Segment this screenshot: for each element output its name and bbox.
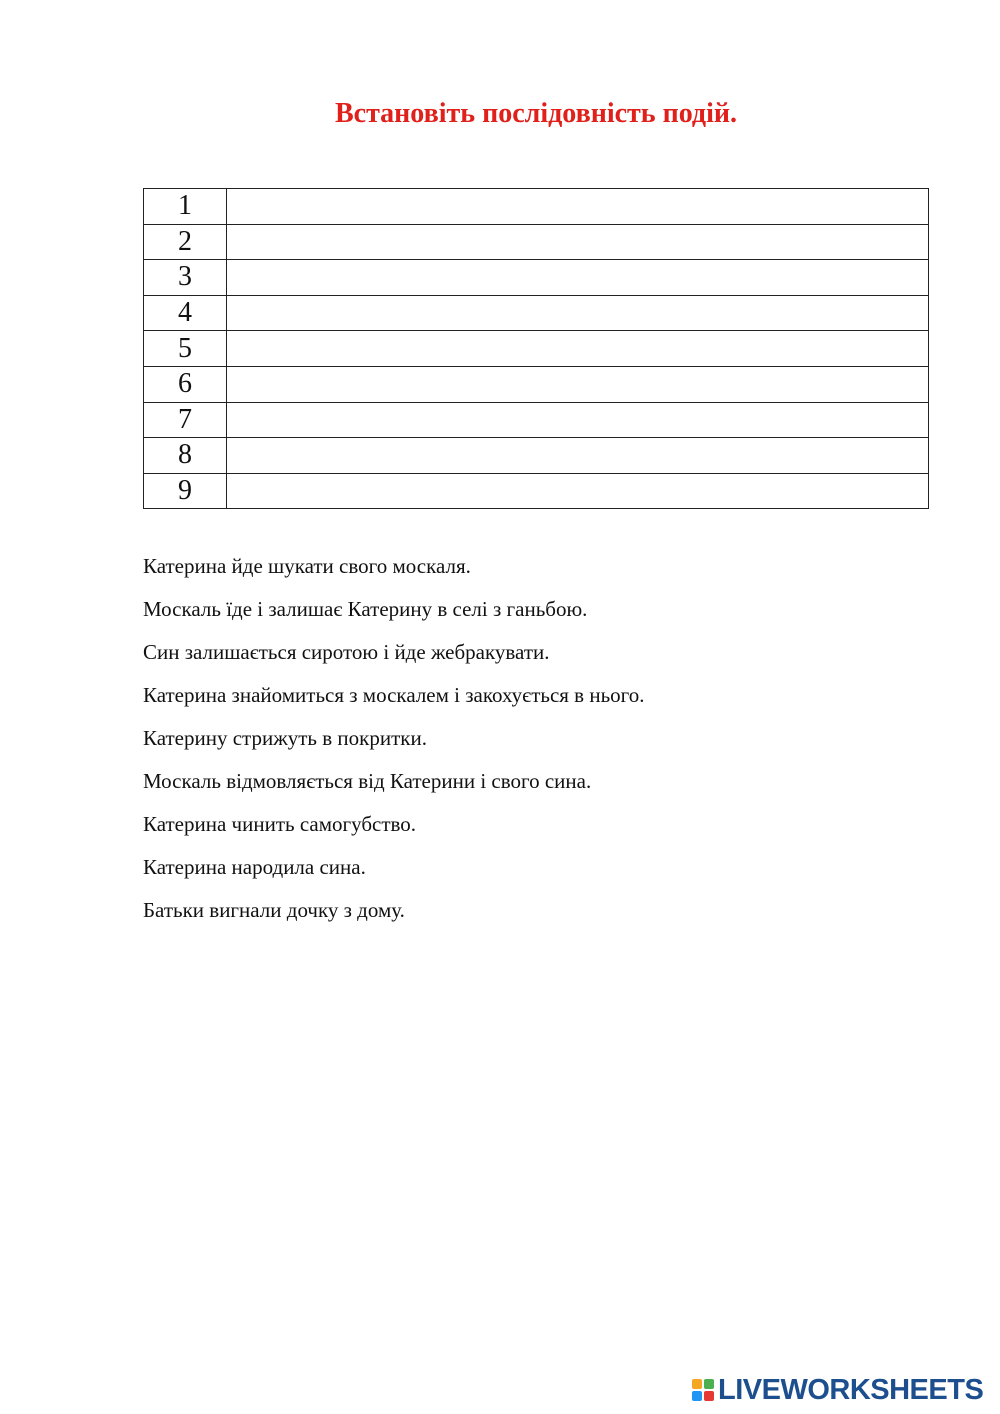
answer-cell[interactable]: [227, 295, 929, 331]
table-row: [144, 438, 929, 474]
answer-cell[interactable]: [227, 224, 929, 260]
answer-cell[interactable]: [227, 402, 929, 438]
logo-tiles-icon: [692, 1379, 714, 1401]
table-row: [144, 224, 929, 260]
answer-cell[interactable]: [227, 366, 929, 402]
table-row: [144, 331, 929, 367]
event-item[interactable]: Катерину стрижуть в покритки.: [143, 726, 427, 750]
row-number: 8: [144, 438, 227, 474]
answer-cell[interactable]: [227, 438, 929, 474]
answer-cell[interactable]: [227, 473, 929, 509]
table-row: [144, 366, 929, 402]
row-number: 4: [144, 295, 227, 331]
logo-tile: [704, 1391, 714, 1401]
table-row: [144, 473, 929, 509]
event-item[interactable]: Катерина йде шукати свого москаля.: [143, 554, 471, 578]
event-item[interactable]: Батьки вигнали дочку з дому.: [143, 898, 405, 922]
table-row: [144, 260, 929, 296]
row-number: 5: [144, 331, 227, 367]
answer-cell[interactable]: [227, 189, 929, 225]
event-item[interactable]: Москаль їде і залишає Катерину в селі з ганьбою.: [143, 597, 588, 621]
event-list: [143, 552, 929, 939]
row-number: 3: [144, 260, 227, 296]
event-item[interactable]: Катерина чинить самогубство.: [143, 812, 417, 836]
logo-tile: [692, 1379, 702, 1389]
row-number: 1: [144, 189, 227, 225]
row-number: 6: [144, 366, 227, 402]
row-number: 7: [144, 402, 227, 438]
logo-tile: [692, 1391, 702, 1401]
event-item[interactable]: Син залишається сиротою і йде жебракувати.: [143, 640, 550, 664]
row-number: 9: [144, 473, 227, 509]
event-item[interactable]: Катерина народила сина.: [143, 855, 366, 879]
table-row: [144, 402, 929, 438]
page-title: Встановіть послідовність подій.: [334, 98, 738, 129]
event-item[interactable]: Москаль відмовляється від Катерини і свого сина.: [143, 769, 592, 793]
event-item[interactable]: Катерина знайомиться з москалем і закохується в нього.: [143, 683, 645, 707]
answer-cell[interactable]: [227, 331, 929, 367]
liveworksheets-logo: [692, 1374, 983, 1406]
sequence-table: [143, 188, 929, 509]
table-row: [144, 189, 929, 225]
brand-name: LIVEWORKSHEETS: [718, 1374, 984, 1406]
row-number: 2: [144, 224, 227, 260]
logo-tile: [704, 1379, 714, 1389]
table-row: [144, 295, 929, 331]
answer-cell[interactable]: [227, 260, 929, 296]
